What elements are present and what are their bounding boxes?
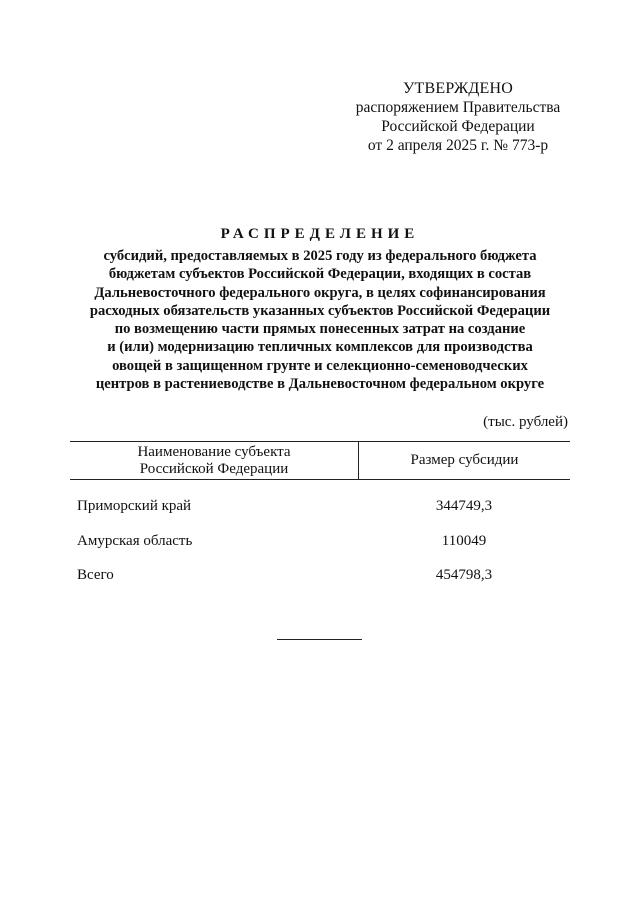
end-divider [277, 639, 362, 640]
table-row-total [70, 566, 570, 584]
approval-block [340, 79, 576, 155]
table-row [70, 532, 570, 550]
document-subtitle [70, 247, 570, 393]
subtitle-line: расходных обязательств указанных субъектов Российской Федерации [89, 302, 551, 319]
header-name-line-1: Наименование субъекта [137, 443, 291, 460]
document-title: РАСПРЕДЕЛЕНИЕ [220, 226, 420, 242]
approval-line-1: распоряжением Правительства [355, 99, 561, 116]
row-subsidy-amount: 110049 [441, 533, 487, 549]
subtitle-line: по возмещению части прямых понесенных затрат на создание [114, 321, 526, 338]
table-row [70, 497, 570, 515]
row-subject-name: Амурская область [77, 533, 193, 549]
subsidy-table [70, 441, 570, 583]
header-name-line-2: Российской Федерации [139, 460, 289, 477]
row-subject-name: Приморский край [77, 498, 192, 514]
table-header [70, 441, 570, 480]
row-subsidy-amount: 344749,3 [435, 498, 493, 514]
row-total-label: Всего [77, 567, 114, 583]
row-total-amount: 454798,3 [435, 567, 493, 583]
approval-line-3: от 2 апреля 2025 г. № 773-р [367, 137, 549, 154]
approval-stamp: УТВЕРЖДЕНО [402, 80, 513, 97]
header-subject-name [70, 442, 359, 479]
subtitle-line: субсидий, предоставляемых в 2025 году из федерального бюджета [103, 248, 537, 264]
subtitle-line: центров в растениеводстве в Дальневосточном федеральном округе [95, 376, 545, 393]
approval-line-2: Российской Федерации [381, 118, 535, 135]
header-subsidy-amount: Размер субсидии [410, 452, 519, 468]
subtitle-line: овощей в защищенном грунте и селекционно-семеноводческих [112, 357, 528, 374]
subtitle-line: бюджетам субъектов Российской Федерации, входящих в состав [108, 266, 532, 283]
subtitle-line: и (или) модернизацию тепличных комплексов для производства [107, 339, 533, 356]
unit-label: (тыс. рублей) [483, 414, 568, 430]
subtitle-line: Дальневосточного федерального округа, в целях софинансирования [94, 284, 546, 301]
